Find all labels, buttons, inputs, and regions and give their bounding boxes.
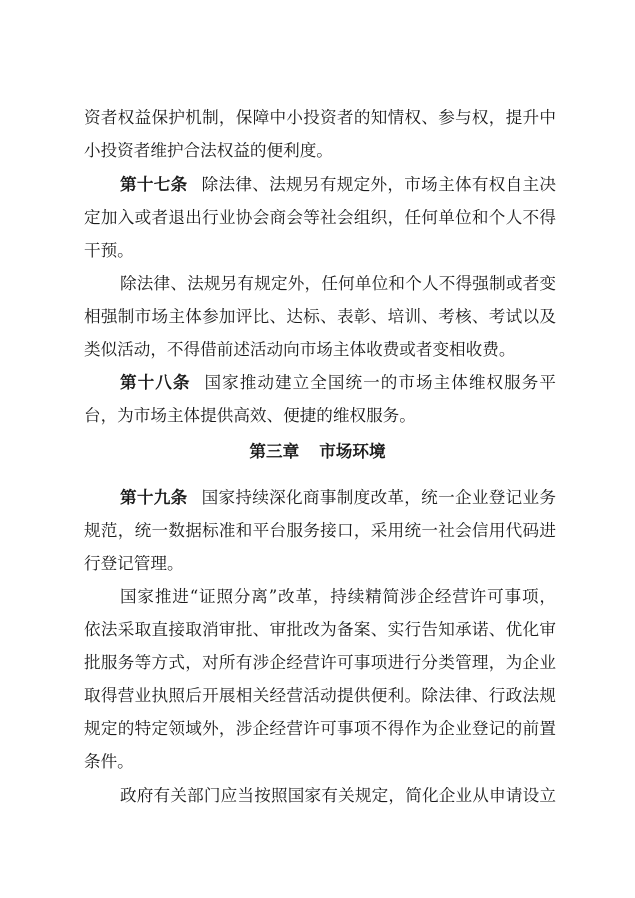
paragraph-line: 取得营业执照后开展相关经营活动提供便利。除法律、行政法规 [84, 686, 556, 705]
paragraph-line: 小投资者维护合法权益的便利度。 [84, 141, 333, 160]
paragraph-line: 条件。 [84, 752, 134, 771]
article-18-text: 国家推动建立全国统一的市场主体维权服务平 [204, 373, 556, 392]
article-19-text: 国家持续深化商事制度改革，统一企业登记业务 [201, 488, 556, 507]
article-17-line [120, 174, 556, 196]
paragraph-line: 规范，统一数据标准和平台服务接口，采用统一社会信用代码进 [84, 521, 556, 540]
paragraph-line: 依法采取直接取消审批、审批改为备案、实行告知承诺、优化审 [84, 620, 556, 639]
chapter-number: 第三章 [249, 442, 300, 461]
article-19-line [120, 487, 556, 509]
article-19-heading: 第十九条 [120, 488, 188, 507]
article-18-line [120, 372, 556, 394]
paragraph-line: 干预。 [84, 241, 134, 260]
paragraph-line: 行登记管理。 [84, 554, 184, 573]
article-17-heading: 第十七条 [120, 175, 188, 194]
article-18-heading: 第十八条 [120, 373, 191, 392]
paragraph-line: 相强制市场主体参加评比、达标、表彰、培训、考核、考试以及 [84, 307, 556, 326]
article-17-text: 除法律、法规另有规定外，市场主体有权自主决 [201, 175, 556, 194]
chapter-heading [0, 441, 635, 463]
paragraph-line: 批服务等方式，对所有涉企经营许可事项进行分类管理，为企业 [84, 653, 556, 672]
paragraph-line: 规定的特定领域外，涉企经营许可事项不得作为企业登记的前置 [84, 719, 556, 738]
paragraph-line: 台，为市场主体提供高效、便捷的维权服务。 [84, 406, 416, 425]
paragraph-line: 政府有关部门应当按照国家有关规定，简化企业从申请设立 [120, 786, 556, 805]
paragraph-line: 资者权益保护机制，保障中小投资者的知情权、参与权，提升中 [84, 108, 556, 127]
chapter-title: 市场环境 [319, 442, 386, 461]
paragraph-line: 国家推进“证照分离”改革，持续精简涉企经营许可事项， [120, 587, 556, 606]
paragraph-line: 除法律、法规另有规定外，任何单位和个人不得强制或者变 [120, 274, 556, 293]
paragraph-line: 定加入或者退出行业协会商会等社会组织，任何单位和个人不得 [84, 208, 556, 227]
paragraph-line: 类似活动，不得借前述活动向市场主体收费或者变相收费。 [84, 340, 516, 359]
